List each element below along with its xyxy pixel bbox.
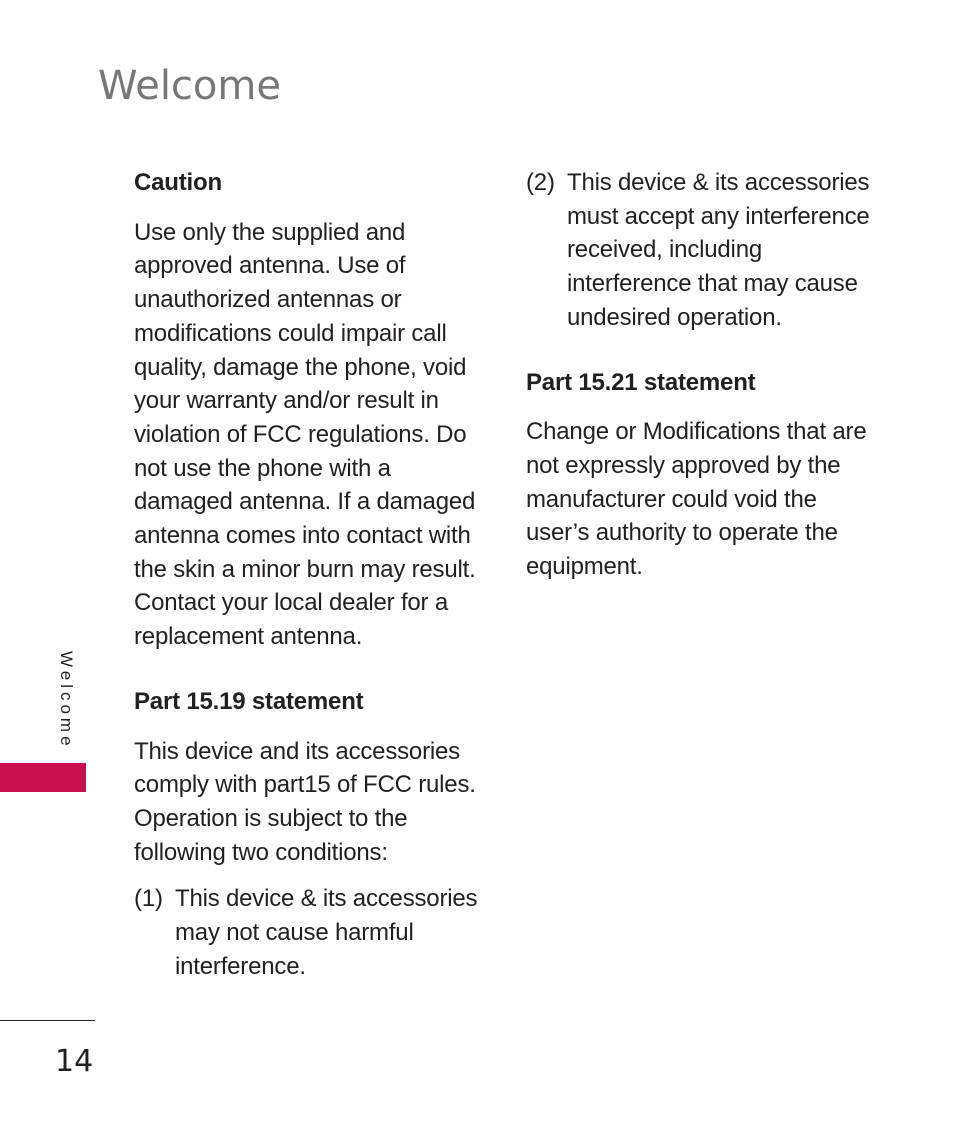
page-number: 14 — [55, 1044, 94, 1079]
part-15-19-body: This device and its accessories comply with part15 of FCC rules. Operation is subject to the following two conditions: — [134, 737, 476, 866]
condition-text: This device & its accessories may not cause harmful interference. — [175, 885, 478, 980]
condition-number: (1) — [134, 885, 163, 913]
caution-body: Use only the supplied and approved antenna. Use of unauthorized antennas or modifications could impair call quality, damage the phone, void your warranty and/or result in violation of FCC regulations. Do not use the phone with a damaged antenna. If a damaged antenna comes into contact with the skin a minor burn may result. Contact your local dealer for a replacement antenna. — [134, 218, 476, 651]
part-15-19-heading: Part 15.19 statement — [134, 687, 364, 715]
part-15-21-section — [526, 366, 878, 584]
part-15-21-body: Change or Modifications that are not expressly approved by the manufacturer could void the user’s authority to operate the equipment. — [526, 418, 867, 581]
left-column — [134, 166, 484, 983]
footer-divider — [0, 1020, 95, 1021]
side-tab-label: Welcome — [57, 651, 76, 750]
page-title: Welcome — [98, 63, 281, 109]
condition-item-1 — [134, 882, 484, 983]
caution-section — [134, 166, 484, 654]
condition-number: (2) — [526, 169, 555, 196]
part-15-19-continued-section — [526, 166, 878, 335]
part-15-19-section — [134, 685, 484, 984]
side-tab-marker — [0, 763, 86, 792]
part-15-21-heading: Part 15.21 statement — [526, 368, 756, 396]
right-column — [526, 166, 878, 584]
condition-item-2 — [526, 166, 878, 335]
condition-text: This device & its accessories must accept any interference received, including interference that may cause undesired operation. — [567, 169, 870, 331]
caution-heading: Caution — [134, 169, 222, 196]
